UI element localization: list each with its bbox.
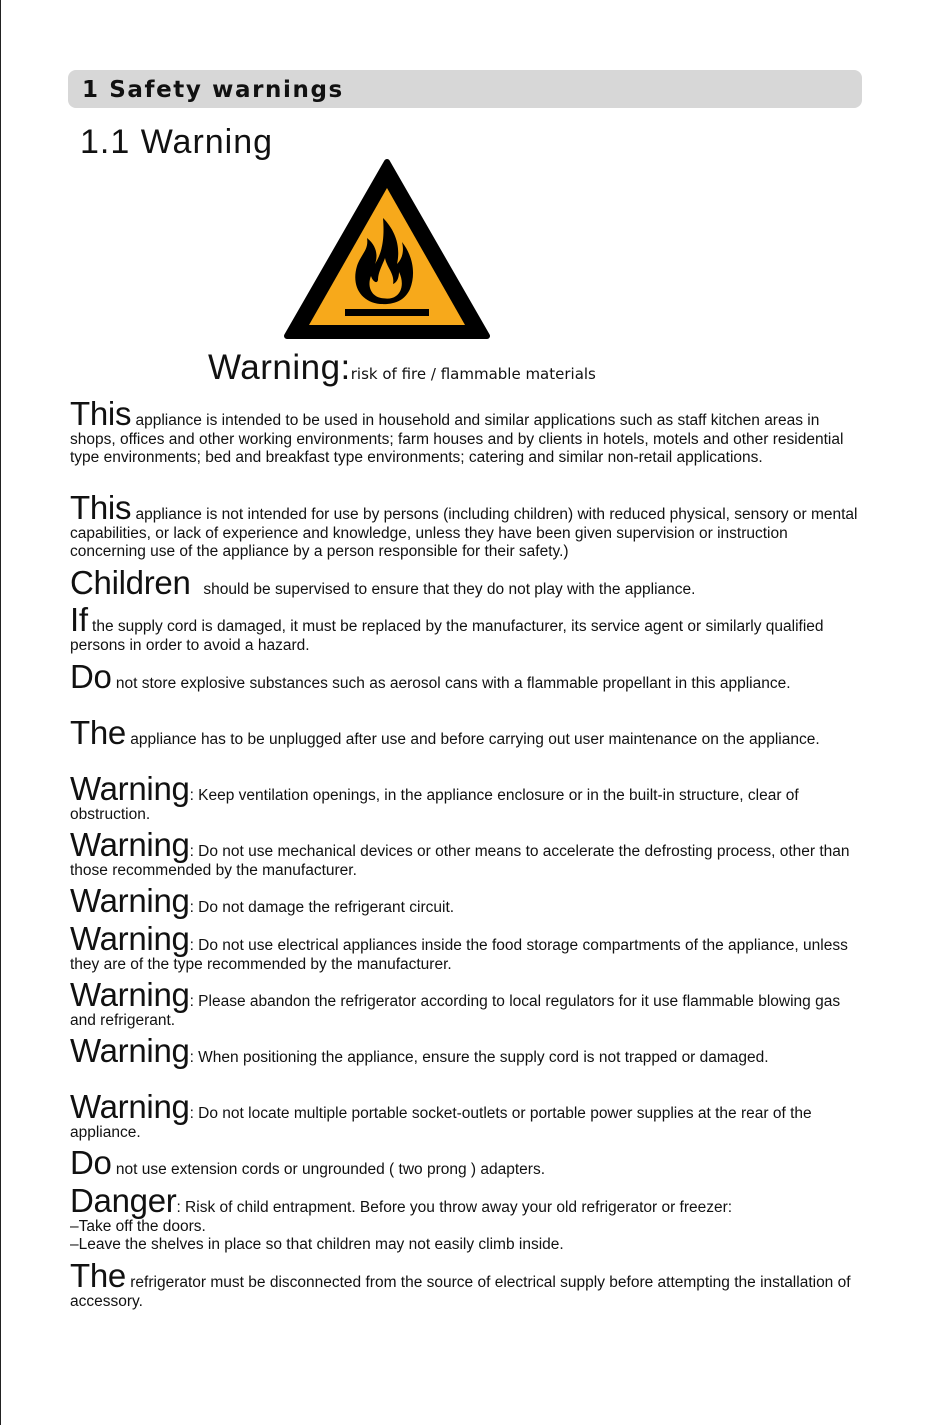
paragraph-text: appliance is intended to be used in household and similar applications such as staff kitchen areas in shops, offices and other working environments; farm houses and by clients in hotels, motels and other residential type environments; bed and breakfast type environments; catering and similar non-retail applications. bbox=[70, 412, 844, 466]
paragraph-lead: The bbox=[70, 714, 126, 751]
flame-base-line bbox=[345, 309, 429, 316]
paragraph-text: : When positioning the appliance, ensure the supply cord is not trapped or damaged. bbox=[189, 1049, 769, 1066]
section-title: 1 Safety warnings bbox=[82, 77, 344, 103]
paragraph-text: : Please abandon the refrigerator according to local regulators for it use flammable blowing gas and refrigerant. bbox=[70, 993, 841, 1029]
safety-paragraph bbox=[70, 1144, 860, 1181]
paragraph-text: not use extension cords or ungrounded ( two prong ) adapters. bbox=[111, 1161, 545, 1178]
safety-paragraph bbox=[70, 920, 860, 974]
caption-text: risk of fire / flammable materials bbox=[350, 365, 596, 383]
paragraph-lead: Warning bbox=[70, 770, 190, 807]
paragraph-text: : Risk of child entrapment. Before you throw away your old refrigerator or freezer: –Take off the doors. –Leave the shelves in place so that children may not easily climb inside. bbox=[70, 1199, 733, 1253]
safety-paragraph bbox=[70, 770, 860, 824]
paragraph-text: should be supervised to ensure that they do not play with the appliance. bbox=[190, 581, 696, 598]
safety-paragraph bbox=[70, 1032, 860, 1069]
paragraph-lead: Danger bbox=[70, 1182, 177, 1219]
safety-paragraph bbox=[70, 658, 860, 695]
paragraph-text: : Do not use mechanical devices or other means to accelerate the defrosting process, other than those recommended by the manufacturer. bbox=[70, 843, 850, 879]
paragraph-lead: Warning bbox=[70, 826, 190, 863]
safety-paragraph bbox=[70, 1088, 860, 1142]
paragraph-text: the supply cord is damaged, it must be replaced by the manufacturer, its service agent or similarly qualified persons in order to avoid a hazard. bbox=[70, 618, 824, 654]
paragraph-text: refrigerator must be disconnected from the source of electrical supply before attempting the installation of accessory. bbox=[70, 1274, 851, 1310]
paragraph-lead: Children bbox=[70, 564, 191, 601]
paragraph-text: : Do not use electrical appliances inside the food storage compartments of the appliance, unless they are of the type recommended by the manufacturer. bbox=[70, 937, 848, 973]
paragraph-lead: This bbox=[70, 489, 132, 526]
safety-paragraph bbox=[70, 601, 860, 655]
safety-paragraph bbox=[70, 826, 860, 880]
safety-paragraph bbox=[70, 1257, 860, 1311]
safety-paragraph bbox=[70, 976, 860, 1030]
caption-lead: Warning: bbox=[208, 348, 351, 387]
paragraph-lead: Warning bbox=[70, 1088, 190, 1125]
safety-paragraph bbox=[70, 395, 860, 468]
paragraph-text: : Do not damage the refrigerant circuit. bbox=[189, 899, 455, 916]
paragraph-lead: Warning bbox=[70, 1032, 190, 1069]
paragraph-text: appliance has to be unplugged after use and before carrying out user maintenance on the appliance. bbox=[125, 731, 820, 748]
paragraph-lead: The bbox=[70, 1257, 126, 1294]
safety-paragraph bbox=[70, 882, 860, 919]
paragraph-text: : Do not locate multiple portable socket-outlets or portable power supplies at the rear of the appliance. bbox=[70, 1105, 812, 1141]
paragraph-lead: Warning bbox=[70, 976, 190, 1013]
flammable-warning-icon bbox=[283, 158, 491, 341]
paragraph-lead: This bbox=[70, 395, 132, 432]
warning-caption bbox=[208, 348, 596, 395]
paragraph-lead: Do bbox=[70, 1144, 112, 1181]
safety-paragraph bbox=[70, 564, 860, 601]
paragraph-lead: Warning bbox=[70, 882, 190, 919]
safety-paragraph bbox=[70, 714, 860, 751]
safety-paragraph bbox=[70, 489, 860, 562]
safety-paragraph bbox=[70, 1182, 860, 1255]
paragraph-lead: If bbox=[70, 601, 88, 638]
paragraph-text: not store explosive substances such as aerosol cans with a flammable propellant in this appliance. bbox=[111, 675, 791, 692]
paragraph-lead: Warning bbox=[70, 920, 190, 957]
page-edge-line bbox=[0, 0, 1, 1425]
paragraph-lead: Do bbox=[70, 658, 112, 695]
paragraph-text: : Keep ventilation openings, in the appliance enclosure or in the built-in structure, clear of obstruction. bbox=[70, 787, 799, 823]
paragraph-text: appliance is not intended for use by persons (including children) with reduced physical, sensory or mental capabilities, or lack of experience and knowledge, unless they have been given supervision or instruction concerning use of the appliance by a person responsible for their safety.) bbox=[70, 506, 858, 560]
subsection-title: 1.1 Warning bbox=[80, 123, 274, 161]
